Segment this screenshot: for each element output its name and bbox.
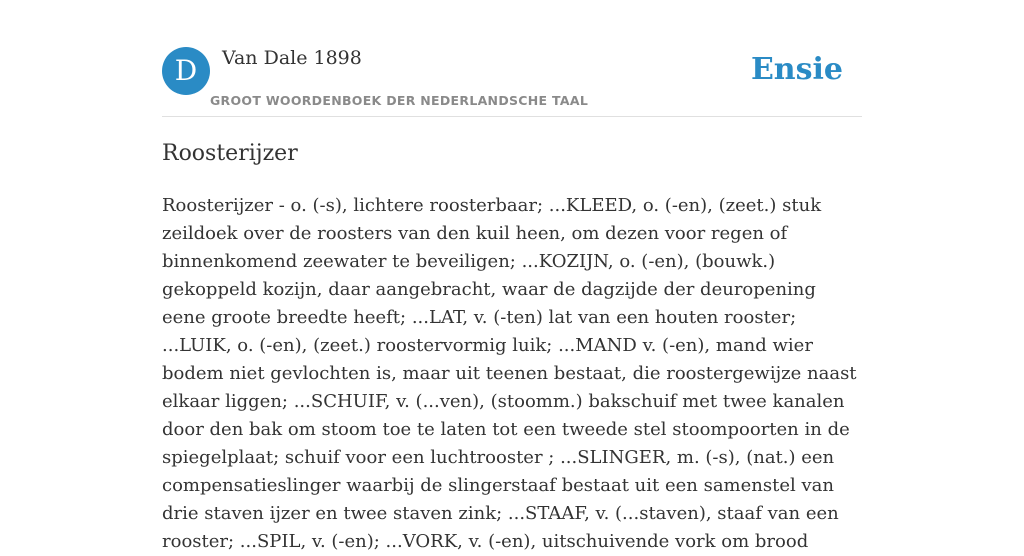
ensie-logo-link[interactable]: Ensie: [750, 52, 843, 87]
dictionary-header: [162, 46, 862, 117]
entry-title: Roosterijzer: [162, 141, 298, 166]
dictionary-subtitle: GROOT WOORDENBOEK DER NEDERLANDSCHE TAAL: [210, 93, 589, 108]
entry-definition: Roosterijzer - o. (-s), lichtere roosterbaar; ...KLEED, o. (-en), (zeet.) stuk zeildoek over de roosters van den kuil heen, om dezen voor regen of binnenkomend zeewater te beveiligen; ...KOZIJN, o. (-en), (bouwk.) gekoppeld kozijn, daar aangebracht, waar de dagzijde der deuropening eene groote breedte heeft; ...LAT, v. (-ten) lat van een houten rooster; ...LUIK, o. (-en), (zeet.) roostervormig luik; ...MAND v. (-en), mand wier bodem niet gevlochten is, maar uit teenen bestaat, die roostergewijze naast elkaar liggen; ...SCHUIF, v. (...ven), (stoomm.) bakschuif met twee kanalen door den bak om stoom toe te laten tot een tweede stel stoompoorten in de spiegelplaat; schuif voor een luchtrooster ; ...SLINGER, m. (-s), (nat.) een compensatieslinger waarbij de slingerstaaf bestaat uit een samenstel van drie staven ijzer en twee staven zink; ...STAAF, v. (...staven), staaf van een rooster; ...SPIL, v. (-en); ...VORK, v. (-en), uitschuivende vork om brood: [162, 195, 857, 552]
dictionary-title[interactable]: Van Dale 1898: [222, 47, 362, 69]
dictionary-avatar[interactable]: D: [162, 47, 210, 95]
